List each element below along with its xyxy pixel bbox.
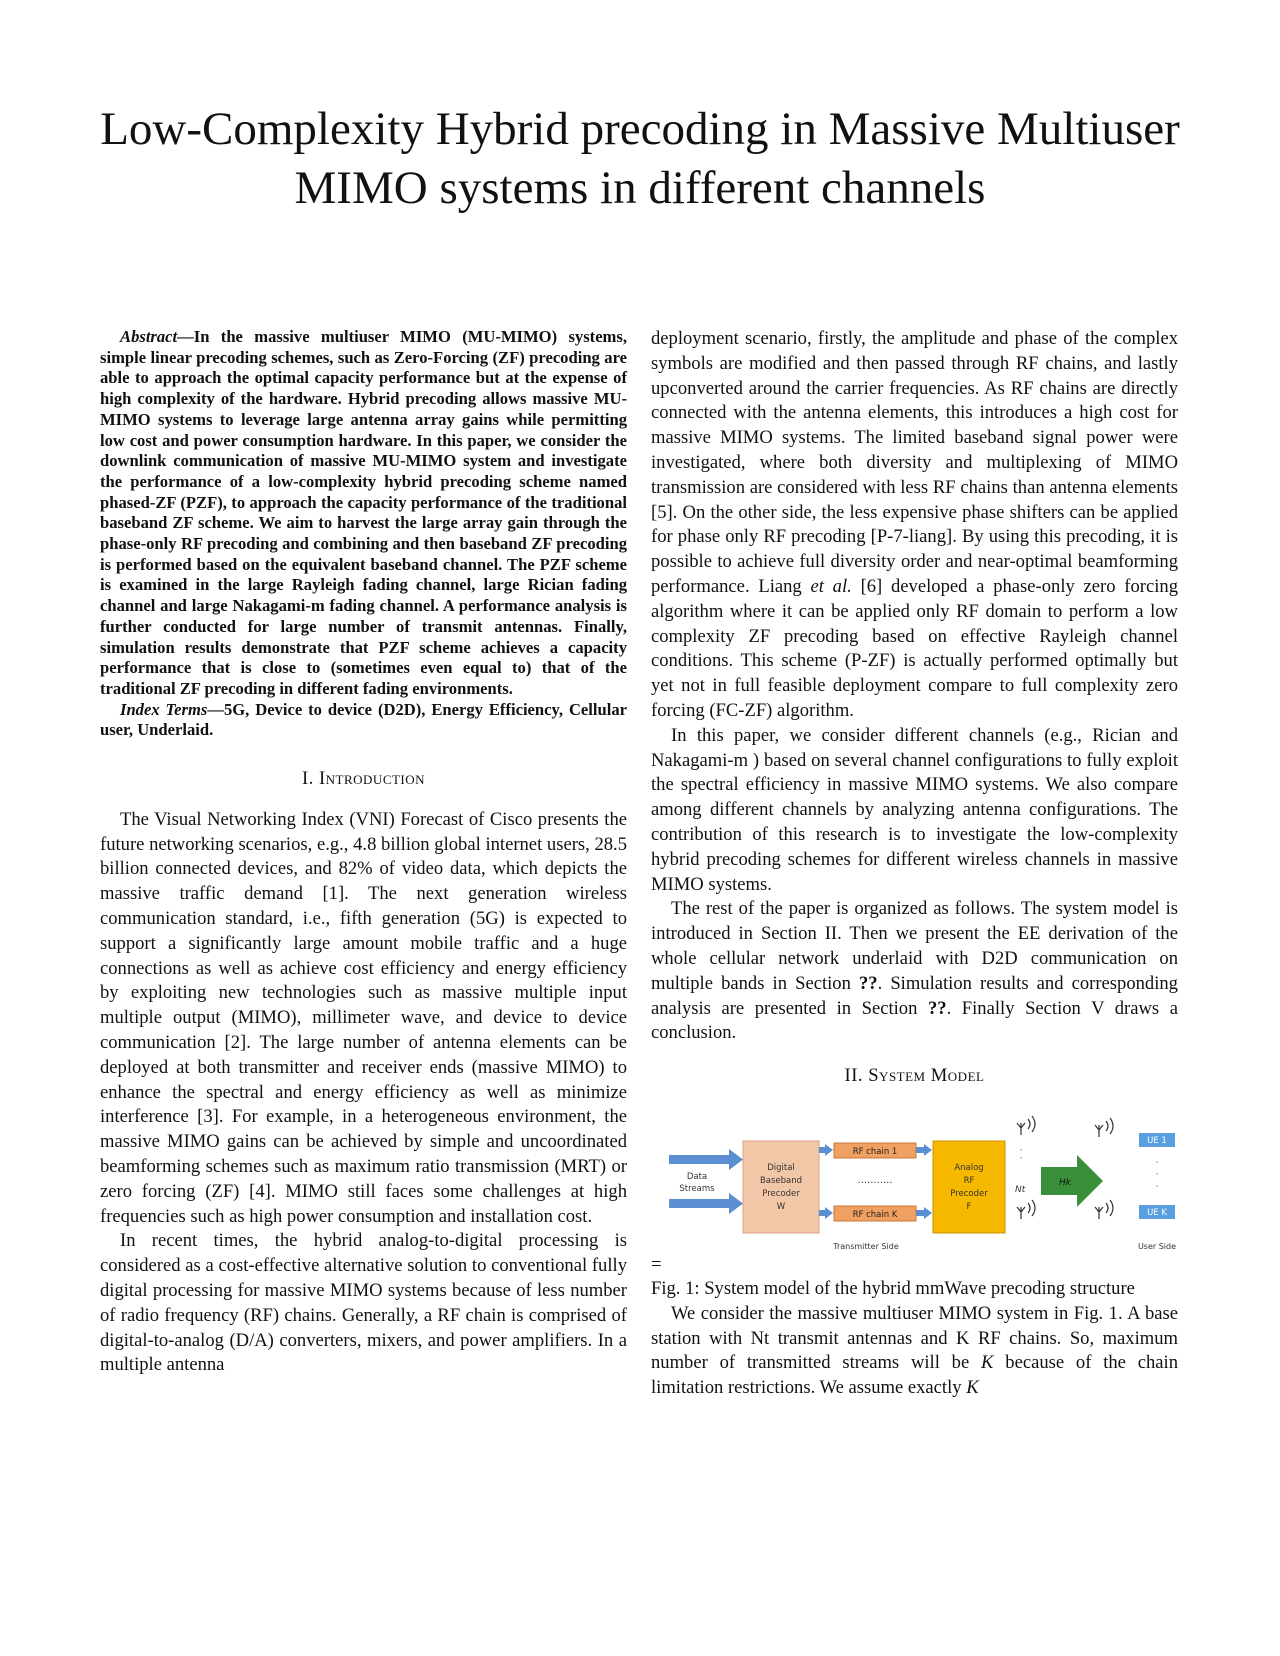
ue-1-label: UE 1	[1147, 1135, 1167, 1146]
ue-dots: ·	[1155, 1181, 1159, 1192]
et-al: et al.	[810, 575, 852, 597]
abstract-text: In the massive multiuser MIMO (MU-MIMO) systems, simple linear precoding schemes, such as Zero-Forcing (ZF) precoding are able to approach the optimal capacity performance but at the expense of high complexity of the hardware. Hybrid precoding allows massive MU-MIMO systems to leverage large antenna array gains while permitting low cost and power consumption hardware. In this paper, we consider the downlink communication of massive MU-MIMO system and investigate the performance of a low-complexity hybrid precoding scheme named phased-ZF (PZF), to approach the capacity performance of the traditional baseband ZF scheme. We aim to harvest the large array gain through the phase-only RF precoding and combining and then baseband ZF precoding is performed based on the equivalent baseband channel. The PZF scheme is examined in the large Rayleigh fading channel, large Rician fading channel and large Nakagami-m fading channel. A performance analysis is further conducted for large number of transmit antennas. Finally, simulation results demonstrate that PZF scheme achieves a capacity performance that is close to (sometimes even equal to) that of the traditional ZF precoding in different fading environments.	[100, 327, 627, 698]
index-terms	[100, 700, 627, 741]
text-run: deployment scenario, firstly, the amplitude and phase of the complex symbols are modified and then passed through RF chains, and lastly upconverted around the carrier frequencies. As RF chains are directly connected with the antenna elements, this introduces a high cost for massive MIMO systems. The limited baseband signal power were investigated, where both diversity and multiplexing of MIMO transmission are considered with less RF chains than antenna elements [5]. On the other side, the less expensive phase shifters can be applied for phase only RF precoding [P-7-liang]. By using this precoding, it is possible to achieve full diversity order and near-optimal beamforming performance. Liang	[651, 328, 1178, 597]
analog-precoder-label: RF	[963, 1175, 975, 1186]
figure-caption: Fig. 1: System model of the hybrid mmWave precoding structure	[651, 1277, 1135, 1299]
ue-k-label: UE K	[1147, 1207, 1167, 1218]
input-arrow	[669, 1149, 743, 1170]
section-reference: ??	[927, 997, 947, 1019]
section-heading-system-model: II. System Model	[844, 1065, 985, 1087]
analog-precoder-label: Precoder	[950, 1188, 988, 1199]
rf-chain-1-label: RF chain 1	[852, 1146, 898, 1157]
system-model-paragraph	[651, 1302, 1178, 1401]
user-side-label: User Side	[1137, 1241, 1177, 1251]
text-run: The rest of the paper is organized as follows. The system model is introduced in Section II. Then we present the EE derivation of the whole cellular network underlaid with D2D communication on multiple bands in Section	[651, 898, 1178, 994]
text-run: We consider the massive multiuser MIMO system in Fig. 1. A base station with Nt transmit antennas and K RF chains. So, maximum number of transmitted streams will be	[651, 1302, 1178, 1374]
intro-paragraph-3: In this paper, we consider different channels (e.g., Rician and Nakagami-m ) based on several channel configurations to fully exploit the spectral efficiency in massive MIMO systems. We also compare among different channels by analyzing antenna configurations. The contribution of this research is to investigate the low-complexity hybrid precoding schemes for different wireless channels in massive MIMO systems.	[651, 724, 1178, 895]
abstract-dash: —	[177, 327, 194, 346]
rf-arrow	[819, 1207, 833, 1219]
math-k: K	[981, 1352, 994, 1374]
intro-paragraph-1: The Visual Networking Index (VNI) Forecast of Cisco presents the future networking scenarios, e.g., 4.8 billion global internet users, 28.5 billion connected devices, and 82% of video data, which depicts the massive traffic demand [1]. The next generation wireless communication standard, i.e., fifth generation (5G) is expected to support a significantly large amount mobile traffic and a huge connections as well as achieve cost efficiency and energy efficiency by exploiting new technologies such as massive multiple input multiple output (MIMO), millimeter wave, and device to device communication [2]. The large number of antenna elements can be deployed at both transmitter and receiver ends (massive MIMO) to enhance the spectral and energy efficiency as well as minimize interference [3]. For example, in a heterogeneous environment, the massive MIMO gains can be achieved by simple and uncoordinated beamforming schemes such as maximum ratio transmission (MRT) or zero forcing (ZF) [4]. MIMO still faces some challenges at high frequencies such as high power consumption and installation cost.	[100, 808, 627, 1227]
ue-dots: ·	[1155, 1169, 1159, 1180]
system-model-diagram	[651, 1103, 1178, 1253]
transmitter-side-label: Transmitter Side	[833, 1241, 899, 1251]
rf-chain-k-label: RF chain K	[852, 1209, 898, 1220]
right-column	[651, 327, 1178, 1401]
data-streams-label: Data	[686, 1171, 708, 1182]
index-terms-text: 5G, Device to device (D2D), Energy Efficiency, Cellular user, Underlaid.	[100, 699, 628, 740]
tx-antenna-dots: ·	[1019, 1153, 1023, 1164]
abstract-paragraph	[100, 327, 627, 700]
digital-precoder-label: Digital	[767, 1162, 795, 1173]
data-streams-label: Streams	[679, 1183, 715, 1194]
system-model-figure	[651, 1103, 1178, 1253]
text-run: . Finally Section V draws a conclusion.	[651, 997, 1178, 1044]
section-heading-introduction: I. Introduction	[301, 768, 426, 790]
text-run: . Simulation results and corresponding analysis are presented in Section	[651, 972, 1178, 1019]
tx-antenna-icon	[1017, 1200, 1035, 1219]
analog-precoder-block	[933, 1141, 1005, 1233]
channel-label: Hk	[1059, 1177, 1071, 1188]
channel-arrow	[1041, 1155, 1103, 1207]
nt-label: Nt	[1015, 1184, 1026, 1195]
paper-title: Low-Complexity Hybrid precoding in Massive Multiuser MIMO systems in different channels	[100, 103, 1180, 214]
abstract	[100, 327, 627, 741]
abstract-lead: Abstract	[120, 327, 178, 346]
analog-arrow	[916, 1207, 932, 1219]
index-terms-lead: Index Terms	[120, 699, 208, 719]
index-terms-dash: —	[207, 699, 224, 719]
analog-precoder-label: F	[966, 1201, 972, 1212]
ue-dots: ·	[1155, 1157, 1159, 1168]
section-reference: ??	[858, 972, 878, 994]
input-arrow	[669, 1193, 743, 1214]
analog-arrow	[916, 1144, 932, 1156]
rf-chain-dots: ...........	[857, 1174, 893, 1186]
rf-arrow	[819, 1144, 833, 1156]
tx-antenna-dots: ·	[1019, 1145, 1023, 1156]
digital-precoder-label: Precoder	[762, 1188, 800, 1199]
digital-precoder-label: Baseband	[759, 1175, 803, 1186]
left-column	[100, 327, 627, 1378]
intro-paragraph-2-continued	[651, 327, 1178, 724]
analog-precoder-label: Analog	[954, 1162, 984, 1173]
digital-precoder-block	[743, 1141, 819, 1233]
text-run: [6] developed a phase-only zero forcing algorithm where it can be applied only RF domain to perform a low complexity ZF precoding based on effective Rayleigh channel conditions. This scheme (P-ZF) is actually performed optimally but yet not in full feasible deployment compare to full complexity zero forcing (FC-ZF) algorithm.	[651, 575, 1178, 721]
tx-antenna-icon	[1017, 1116, 1035, 1135]
intro-paragraph-4	[651, 897, 1178, 1046]
rx-antenna-icon	[1095, 1118, 1113, 1137]
rx-antenna-icon	[1095, 1200, 1113, 1219]
intro-paragraph-2: In recent times, the hybrid analog-to-digital processing is considered as a cost-effective alternative solution to conventional fully digital processing for massive MIMO systems because of less number of radio frequency (RF) chains. Generally, a RF chain is comprised of digital-to-analog (D/A) converters, mixers, and power amplifiers. In a multiple antenna	[100, 1230, 627, 1376]
equals-mark: =	[651, 1253, 662, 1275]
text-run: because of the chain limitation restrictions. We assume exactly	[651, 1352, 1178, 1399]
digital-precoder-label: W	[776, 1201, 786, 1212]
math-k: K	[966, 1377, 979, 1399]
